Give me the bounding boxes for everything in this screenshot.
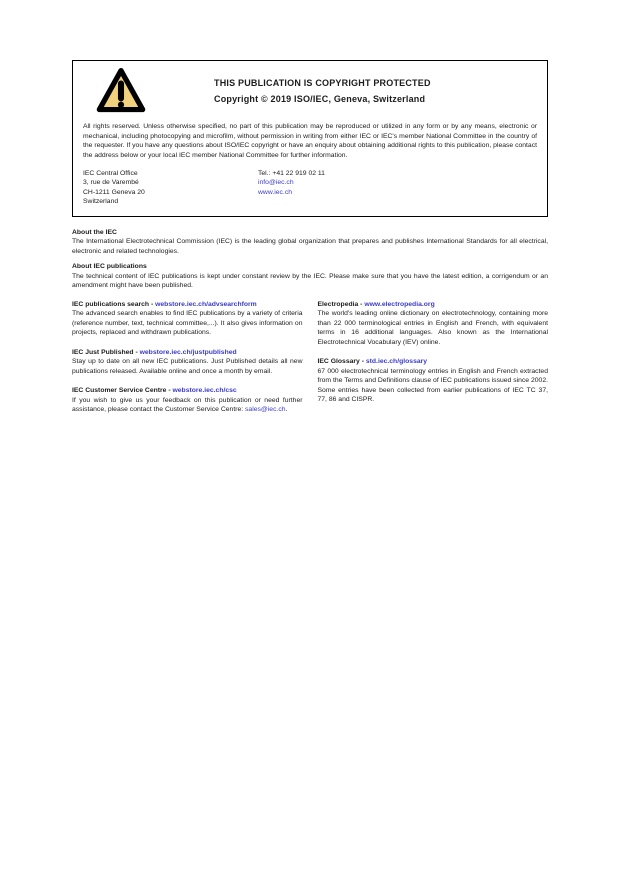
copyright-notice-box [72, 60, 548, 217]
about-iec-section [72, 228, 548, 257]
resource-text [72, 396, 303, 415]
about-publications-heading: About IEC publications [72, 263, 147, 271]
address-block [83, 169, 258, 207]
resource-title: IEC Glossary - [317, 358, 366, 366]
resource-title: IEC publications search - [72, 300, 156, 308]
resource-text: The world's leading online dictionary on electrotechnology, containing more than 22 000 terminological entries in English and French, with equivalent terms in 16 additional languages. Also known as the International Electrotechnical Vocabulary (IEV) online. [317, 310, 548, 346]
phone-number: Tel.: +41 22 919 02 11 [258, 169, 325, 177]
resources-column-right [318, 300, 549, 425]
resource-heading [318, 300, 549, 310]
resource-publications-search [72, 300, 303, 338]
electropedia-link[interactable]: www.electropedia.org [364, 300, 435, 308]
phone-email-block [258, 169, 537, 207]
resource-customer-service [72, 386, 303, 415]
resource-title: IEC Just Published - [72, 348, 140, 356]
resource-glossary [318, 357, 549, 405]
resource-electropedia [318, 300, 549, 348]
website-link[interactable]: www.iec.ch [258, 188, 292, 196]
copyright-box-header [83, 66, 537, 115]
address-line-office: IEC Central Office [83, 169, 138, 177]
just-published-link[interactable]: webstore.iec.ch/justpublished [139, 348, 237, 356]
copyright-body-text: All rights reserved. Unless otherwise specified, no part of this publication may be reproduced or utilized in any form or by any means, electronic or mechanical, including photocopying and microfilm, without permission in writing from either IEC or IEC's member National Committee in the country of the requester. If you have any questions about ISO/IEC copyright or have an enquiry about obtaining additional rights to this publication, please contact the address below or your local IEC member National Committee for further information. [83, 123, 537, 160]
address-line-street: 3, rue de Varembé [83, 179, 139, 187]
customer-service-text: If you wish to give us your feedback on this publication or need further assistance, please contact the Customer Service Centre: [72, 396, 303, 414]
resources-column-left [72, 300, 303, 425]
resource-title: IEC Customer Service Centre - [72, 387, 173, 395]
about-iec-text: The International Electrotechnical Commission (IEC) is the leading global organization that prepares and publishes International Standards for all electrical, electronic and related technologies. [72, 238, 548, 255]
customer-service-link[interactable]: webstore.iec.ch/csc [172, 387, 237, 395]
resource-title: Electropedia - [317, 300, 365, 308]
copyright-titles [214, 75, 431, 107]
resource-heading [318, 357, 549, 367]
resources-columns [72, 300, 548, 425]
sales-email-link[interactable]: sales@iec.ch [245, 406, 286, 414]
customer-service-text-end: . [285, 406, 288, 414]
glossary-link[interactable]: std.iec.ch/glossary [365, 358, 428, 366]
contact-block [83, 169, 537, 207]
resource-heading [72, 300, 303, 310]
about-publications-text: The technical content of IEC publications is kept under constant review by the IEC. Please make sure that you have the latest edition, a corrigendum or an amendment might have been published. [72, 272, 548, 290]
copyright-title: THIS PUBLICATION IS COPYRIGHT PROTECTED [214, 77, 431, 88]
copyright-subtitle: Copyright © 2019 ISO/IEC, Geneva, Switzerland [214, 93, 426, 104]
warning-triangle-icon [95, 66, 147, 115]
resource-text: Stay up to date on all new IEC publications. Just Published details all new publications released. Available online and once a month by email. [72, 358, 303, 375]
about-publications-section [72, 262, 548, 291]
resource-heading [72, 386, 303, 396]
resource-text: The advanced search enables to find IEC publications by a variety of criteria (reference number, text, technical committee,...). It also gives information on projects, replaced and withdrawn publications. [72, 310, 303, 337]
address-line-country: Switzerland [83, 198, 119, 206]
resource-just-published [72, 348, 303, 377]
email-link[interactable]: info@iec.ch [258, 179, 294, 187]
publications-search-link[interactable]: webstore.iec.ch/advsearchform [155, 300, 257, 308]
about-iec-heading: About the IEC [72, 228, 117, 236]
resource-heading [72, 348, 303, 358]
address-line-city: CH-1211 Geneva 20 [83, 188, 145, 196]
resource-text: 67 000 electrotechnical terminology entries in English and French extracted from the Terms and Definitions clause of IEC publications issued since 2002. Some entries have been collected from earlier publications of IEC TC 37, 77, 86 and CISPR. [317, 367, 548, 404]
